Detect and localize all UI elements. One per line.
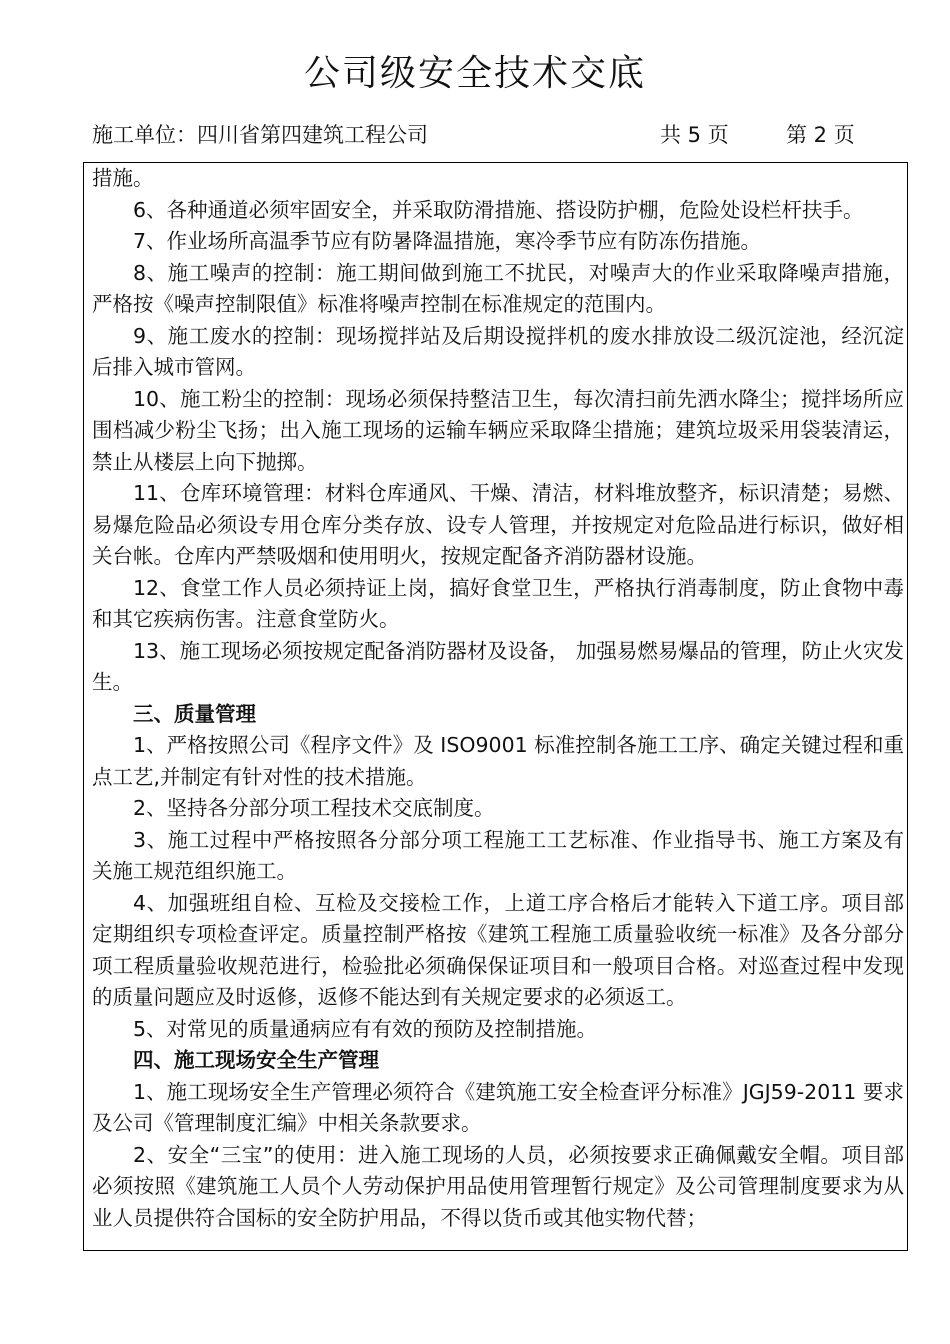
total-pages: 共 5 页 (660, 123, 729, 147)
paragraph: 2、安全“三宝”的使用：进入施工现场的人员，必须按要求正确佩戴安全帽。项目部必须按照《建筑施工人员个人劳动保护用品使用管理暂行规定》及公司管理制度要求为从业人员提供符合国标的安全防护用品，不得以货币或其他实物代替； (92, 1142, 904, 1230)
paragraph: 1、严格按照公司《程序文件》及 ISO9001 标准控制各施工工序、确定关键过程和重点工艺,并制定有针对性的技术措施。 (92, 733, 904, 789)
document-body (92, 163, 904, 1234)
section-heading: 四、施工现场安全生产管理 (133, 1048, 379, 1072)
paragraph: 4、加强班组自检、互检及交接检工作，上道工序合格后才能转入下道工序。项目部定期组织专项检查评定。质量控制严格按《建筑工程施工质量验收统一标准》及各分部分项工程质量验收规范进行，检验批必须确保保证项目和一般项目合格。对巡查过程中发现的质量问题应及时返修，返修不能达到有关规定要求的必须返工。 (92, 890, 904, 1009)
paragraph: 措施。 (92, 166, 154, 190)
section-heading: 三、质量管理 (133, 701, 256, 726)
paragraph: 8、施工噪声的控制：施工期间做到施工不扰民，对噪声大的作业采取降噪声措施，严格按《噪声控制限值》标准将噪声控制在标准规定的范围内。 (92, 260, 904, 316)
document-title: 公司级安全技术交底 (303, 53, 646, 94)
paragraph: 13、施工现场必须按规定配备消防器材及设备， 加强易燃易爆品的管理，防止火灾发生。 (92, 638, 904, 694)
document-header (92, 118, 882, 152)
paragraph: 12、食堂工作人员必须持证上岗，搞好食堂卫生，严格执行消毒制度，防止食物中毒和其它疾病伤害。注意食堂防火。 (92, 575, 904, 631)
paragraph: 11、仓库环境管理：材料仓库通风、干燥、清洁，材料堆放整齐，标识清楚；易燃、易爆危险品必须设专用仓库分类存放、设专人管理，并按规定对危险品进行标识，做好相关台帐。仓库内严禁吸烟和使用明火，按规定配备齐消防器材设施。 (92, 481, 904, 568)
paragraph: 5、对常见的质量通病应有有效的预防及控制措施。 (133, 1016, 598, 1041)
paragraph: 3、施工过程中严格按照各分部分项工程施工工艺标准、作业指导书、施工方案及有关施工规范组织施工。 (92, 827, 904, 883)
paragraph: 7、作业场所高温季节应有防暑降温措施，寒冷季节应有防冻伤措施。 (133, 229, 762, 253)
paragraph: 9、施工废水的控制：现场搅拌站及后期设搅拌机的废水排放设二级沉淀池，经沉淀后排入城市管网。 (92, 323, 904, 379)
construction-unit: 施工单位：四川省第四建筑工程公司 (92, 123, 428, 147)
paragraph: 10、施工粉尘的控制：现场必须保持整洁卫生，每次清扫前先洒水降尘；搅拌场所应围档减少粉尘飞扬；出入施工现场的运输车辆应采取降尘措施；建筑垃圾采用袋装清运，禁止从楼层上向下抛掷。 (92, 386, 904, 474)
paragraph: 6、各种通道必须牢固安全，并采取防滑措施、搭设防护棚，危险处设栏杆扶手。 (133, 197, 864, 222)
content-frame (83, 162, 908, 1251)
paragraph: 2、坚持各分部分项工程技术交底制度。 (133, 796, 495, 820)
paragraph: 1、施工现场安全生产管理必须符合《建筑施工安全检查评分标准》JGJ59-2011 要求及公司《管理制度汇编》中相关条款要求。 (92, 1079, 904, 1135)
page-number: 第 2 页 (786, 123, 855, 147)
